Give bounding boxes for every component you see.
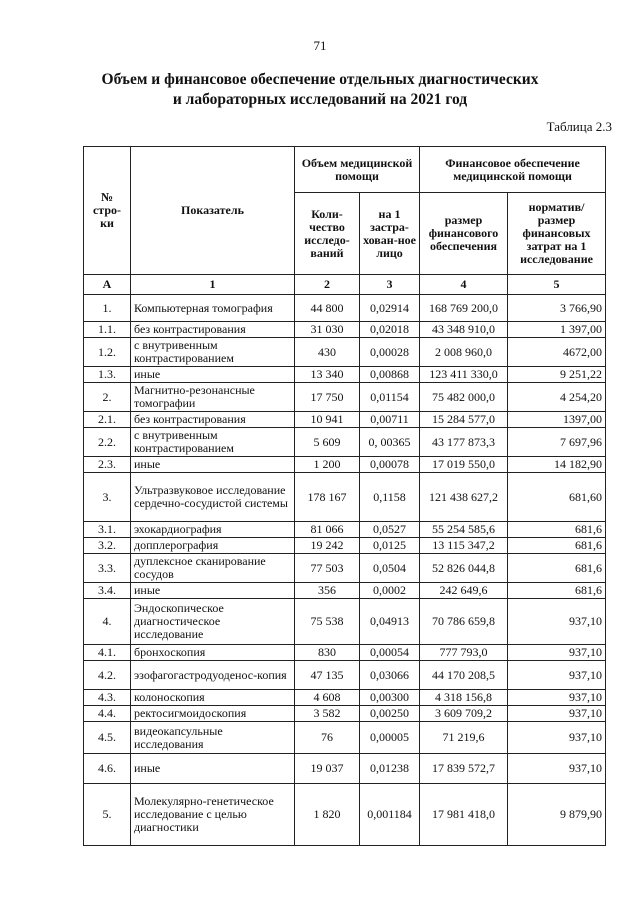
quantity-cell: 44 800 (295, 295, 360, 322)
amount-cell: 17 981 418,0 (420, 784, 508, 846)
row-number-cell: 2.1. (84, 412, 131, 428)
norm-cell: 937,10 (508, 690, 606, 706)
table-label: Таблица 2.3 (546, 119, 612, 134)
document-title (0, 70, 640, 110)
header-per-insured: на 1 застра-хован-ное лицо (360, 193, 420, 275)
quantity-cell: 4 608 (295, 690, 360, 706)
norm-cell: 1397,00 (508, 412, 606, 428)
title-line-1: Объем и финансовое обеспечение отдельных диагностических (101, 71, 539, 88)
column-letter: 2 (295, 275, 360, 295)
indicator-cell: с внутривенным контрастированием (131, 338, 295, 367)
per-insured-cell: 0,03066 (360, 661, 420, 690)
indicator-cell: Ультразвуковое исследование сердечно-сосудистой системы (131, 473, 295, 522)
indicator-cell: эзофагогастродуоденос-копия (131, 661, 295, 690)
amount-cell: 3 609 709,2 (420, 706, 508, 722)
table-row (84, 554, 606, 583)
column-letter: 3 (360, 275, 420, 295)
indicator-cell: Магнитно-резонансные томографии (131, 383, 295, 412)
amount-cell: 15 284 577,0 (420, 412, 508, 428)
norm-cell: 1 397,00 (508, 322, 606, 338)
norm-cell: 4672,00 (508, 338, 606, 367)
table-row (84, 383, 606, 412)
amount-cell: 70 786 659,8 (420, 599, 508, 645)
indicator-cell: иные (131, 583, 295, 599)
per-insured-cell: 0,04913 (360, 599, 420, 645)
column-letter: 4 (420, 275, 508, 295)
table-row (84, 599, 606, 645)
quantity-cell: 76 (295, 722, 360, 754)
norm-cell: 3 766,90 (508, 295, 606, 322)
indicator-cell: с внутривенным контрастированием (131, 428, 295, 457)
amount-cell: 17 839 572,7 (420, 754, 508, 784)
amount-cell: 43 177 873,3 (420, 428, 508, 457)
quantity-cell: 10 941 (295, 412, 360, 428)
table-row (84, 645, 606, 661)
per-insured-cell: 0,02018 (360, 322, 420, 338)
row-number-cell: 3.3. (84, 554, 131, 583)
indicator-cell: Эндоскопическое диагностическое исследование (131, 599, 295, 645)
header-quantity: Коли-чество исследо-ваний (295, 193, 360, 275)
amount-cell: 75 482 000,0 (420, 383, 508, 412)
row-number-cell: 3. (84, 473, 131, 522)
norm-cell: 937,10 (508, 706, 606, 722)
table-row (84, 706, 606, 722)
indicator-cell: бронхоскопия (131, 645, 295, 661)
row-number-cell: 4.6. (84, 754, 131, 784)
quantity-cell: 81 066 (295, 522, 360, 538)
indicator-cell: видеокапсульные исследования (131, 722, 295, 754)
amount-cell: 55 254 585,6 (420, 522, 508, 538)
per-insured-cell: 0,1158 (360, 473, 420, 522)
norm-cell: 937,10 (508, 645, 606, 661)
norm-cell: 681,6 (508, 583, 606, 599)
column-letter: 1 (131, 275, 295, 295)
amount-cell: 52 826 044,8 (420, 554, 508, 583)
quantity-cell: 13 340 (295, 367, 360, 383)
per-insured-cell: 0,02914 (360, 295, 420, 322)
quantity-cell: 3 582 (295, 706, 360, 722)
quantity-cell: 47 135 (295, 661, 360, 690)
norm-cell: 937,10 (508, 599, 606, 645)
amount-cell: 777 793,0 (420, 645, 508, 661)
data-table (83, 146, 606, 846)
page-number: 71 (313, 38, 327, 53)
amount-cell: 13 115 347,2 (420, 538, 508, 554)
header-row-number: № стро-ки (84, 147, 131, 275)
row-number-cell: 2.2. (84, 428, 131, 457)
quantity-cell: 178 167 (295, 473, 360, 522)
table-row (84, 412, 606, 428)
norm-cell: 4 254,20 (508, 383, 606, 412)
table-row (84, 322, 606, 338)
header-amount: размер финансового обеспечения (420, 193, 508, 275)
quantity-cell: 75 538 (295, 599, 360, 645)
quantity-cell: 356 (295, 583, 360, 599)
indicator-cell: Молекулярно-генетическое исследование с целью диагностики (131, 784, 295, 846)
per-insured-cell: 0,0125 (360, 538, 420, 554)
column-letters-row (84, 275, 606, 295)
table-row (84, 784, 606, 846)
row-number-cell: 4.2. (84, 661, 131, 690)
row-number-cell: 4.1. (84, 645, 131, 661)
row-number-cell: 4.5. (84, 722, 131, 754)
indicator-cell: иные (131, 457, 295, 473)
amount-cell: 242 649,6 (420, 583, 508, 599)
amount-cell: 43 348 910,0 (420, 322, 508, 338)
row-number-cell: 1. (84, 295, 131, 322)
per-insured-cell: 0,00711 (360, 412, 420, 428)
per-insured-cell: 0,01154 (360, 383, 420, 412)
table-row (84, 690, 606, 706)
amount-cell: 44 170 208,5 (420, 661, 508, 690)
per-insured-cell: 0,00250 (360, 706, 420, 722)
quantity-cell: 31 030 (295, 322, 360, 338)
table-row (84, 473, 606, 522)
amount-cell: 121 438 627,2 (420, 473, 508, 522)
per-insured-cell: 0,01238 (360, 754, 420, 784)
row-number-cell: 1.3. (84, 367, 131, 383)
row-number-cell: 1.2. (84, 338, 131, 367)
amount-cell: 168 769 200,0 (420, 295, 508, 322)
row-number-cell: 4. (84, 599, 131, 645)
indicator-cell: дуплексное сканирование сосудов (131, 554, 295, 583)
per-insured-cell: 0,001184 (360, 784, 420, 846)
indicator-cell: эхокардиография (131, 522, 295, 538)
row-number-cell: 3.4. (84, 583, 131, 599)
indicator-cell: иные (131, 367, 295, 383)
norm-cell: 9 251,22 (508, 367, 606, 383)
per-insured-cell: 0,00300 (360, 690, 420, 706)
row-number-cell: 2.3. (84, 457, 131, 473)
indicator-cell: Компьютерная томография (131, 295, 295, 322)
header-indicator: Показатель (131, 147, 295, 275)
per-insured-cell: 0,0504 (360, 554, 420, 583)
header-norm: норматив/ размер финансовых затрат на 1 исследование (508, 193, 606, 275)
column-letter: А (84, 275, 131, 295)
table-row (84, 754, 606, 784)
table-row (84, 661, 606, 690)
norm-cell: 7 697,96 (508, 428, 606, 457)
table-row (84, 295, 606, 322)
quantity-cell: 430 (295, 338, 360, 367)
header-finance-group: Финансовое обеспечение медицинской помощи (420, 147, 606, 193)
norm-cell: 681,6 (508, 522, 606, 538)
norm-cell: 937,10 (508, 661, 606, 690)
quantity-cell: 1 820 (295, 784, 360, 846)
indicator-cell: без контрастирования (131, 322, 295, 338)
per-insured-cell: 0,00078 (360, 457, 420, 473)
table-row (84, 428, 606, 457)
amount-cell: 2 008 960,0 (420, 338, 508, 367)
table-row (84, 583, 606, 599)
indicator-cell: колоноскопия (131, 690, 295, 706)
table-row (84, 367, 606, 383)
amount-cell: 17 019 550,0 (420, 457, 508, 473)
row-number-cell: 2. (84, 383, 131, 412)
quantity-cell: 5 609 (295, 428, 360, 457)
quantity-cell: 830 (295, 645, 360, 661)
per-insured-cell: 0,00028 (360, 338, 420, 367)
row-number-cell: 3.2. (84, 538, 131, 554)
quantity-cell: 1 200 (295, 457, 360, 473)
indicator-cell: ректосигмоидоскопия (131, 706, 295, 722)
indicator-cell: иные (131, 754, 295, 784)
quantity-cell: 17 750 (295, 383, 360, 412)
norm-cell: 681,6 (508, 538, 606, 554)
per-insured-cell: 0,00054 (360, 645, 420, 661)
table-row (84, 338, 606, 367)
row-number-cell: 5. (84, 784, 131, 846)
norm-cell: 937,10 (508, 722, 606, 754)
per-insured-cell: 0,0002 (360, 583, 420, 599)
quantity-cell: 19 242 (295, 538, 360, 554)
indicator-cell: без контрастирования (131, 412, 295, 428)
title-line-2: и лабораторных исследований на 2021 год (172, 91, 468, 108)
row-number-cell: 4.3. (84, 690, 131, 706)
indicator-cell: допплерография (131, 538, 295, 554)
per-insured-cell: 0,00868 (360, 367, 420, 383)
per-insured-cell: 0,00005 (360, 722, 420, 754)
row-number-cell: 3.1. (84, 522, 131, 538)
norm-cell: 9 879,90 (508, 784, 606, 846)
amount-cell: 71 219,6 (420, 722, 508, 754)
header-volume-group: Объем медицинской помощи (295, 147, 420, 193)
per-insured-cell: 0, 00365 (360, 428, 420, 457)
row-number-cell: 1.1. (84, 322, 131, 338)
quantity-cell: 19 037 (295, 754, 360, 784)
norm-cell: 681,6 (508, 554, 606, 583)
column-letter: 5 (508, 275, 606, 295)
table-row (84, 722, 606, 754)
norm-cell: 14 182,90 (508, 457, 606, 473)
amount-cell: 123 411 330,0 (420, 367, 508, 383)
quantity-cell: 77 503 (295, 554, 360, 583)
table-row (84, 522, 606, 538)
amount-cell: 4 318 156,8 (420, 690, 508, 706)
table-row (84, 538, 606, 554)
per-insured-cell: 0,0527 (360, 522, 420, 538)
row-number-cell: 4.4. (84, 706, 131, 722)
norm-cell: 937,10 (508, 754, 606, 784)
table-row (84, 457, 606, 473)
norm-cell: 681,60 (508, 473, 606, 522)
